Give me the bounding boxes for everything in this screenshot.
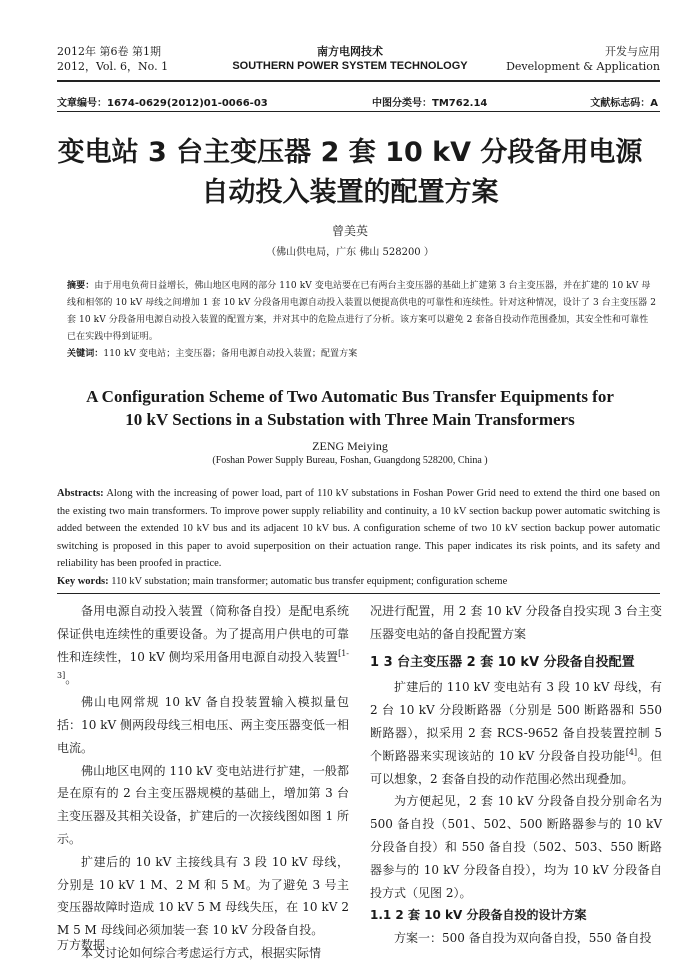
abstract-cn-label: 摘要： [67, 281, 95, 291]
paragraph: 本文讨论如何综合考虑运行方式，根据实际情 [81, 945, 322, 960]
abstract-rule [57, 593, 660, 594]
title-en-line2: 10 kV Sections in a Substation with Three Main Transformers [125, 410, 575, 429]
footer-watermark: 万方数据 [57, 938, 106, 952]
paragraph: 扩建后的 10 kV 主接线具有 3 段 10 kV 母线，分别是 10 kV 1 M、2 M 和 5 M。为了避免 3 号主变压器故障时造成 10 kV 5 M 母线失压，在 10 kV 2 M 5 M 母线间必须加装一套 10 kV 分段备自投。 [57, 854, 349, 938]
affiliation-en: (Foshan Power Supply Bureau, Foshan, Guangdong 528200, China ) [212, 455, 488, 466]
header-rule [57, 80, 660, 82]
keywords-cn-label: 关键词： [67, 349, 104, 359]
abstract-en-label: Abstracts: [57, 488, 104, 499]
section-heading-1: 1 3 台主变压器 2 套 10 kV 分段备自投配置 [370, 654, 635, 670]
text: 。 [65, 672, 78, 687]
paragraph: 佛山地区电网的 110 kV 变电站进行扩建，一般都是在原有的 2 台主变压器规模的基础上，增加第 3 台主变压器及其相关设备，扩建后的一次接线图如图 1 所示。 [57, 763, 349, 846]
document-code: 文献标志码：A [590, 98, 658, 109]
clc-number: 中图分类号：TM762.14 [372, 98, 488, 109]
paragraph [370, 676, 662, 790]
issue-cn: 2012年 第6卷 第1期 [57, 45, 161, 58]
keywords-en: 110 kV substation; main transformer; automatic bus transfer equipment; configuration scheme [108, 575, 508, 587]
text: 扩建后的 110 kV 变电站有 3 段 10 kV 母线，有 2 台 10 kV 分段断路器（分别是 500 断路器和 550 断路器），拟采用 2 套 RCS-9652 备自投装置控制 5 个断路器来实现该站的 10 kV 分段备自投功能 [370, 680, 662, 763]
paragraph: 佛山电网常规 10 kV 备自投装置输入模拟量包括：10 kV 侧两段母线三相电压、两主变压器变低一相电流。 [57, 695, 349, 755]
title-cn-line2: 自动投入装置的配置方案 [201, 177, 499, 208]
article-number: 文章编号：1674-0629(2012)01-0066-03 [57, 98, 268, 109]
section-heading-1-1: 1.1 2 套 10 kV 分段备自投的设计方案 [370, 908, 587, 923]
author-en: ZENG Meiying [312, 439, 388, 453]
paragraph: 为方便起见，2 套 10 kV 分段备自投分别命名为 500 备自投（501、502、500 断路器参与的 10 kV 分段备自投）和 550 备自投（502、503、550 断路器参与的 10 kV 分段备自投），均为 10 kV 分段备自投方式（见图 2）。 [370, 794, 662, 900]
text: 备用电源自动投入装置（简称备自投）是配电系统保证供电连续性的重要设备。为了提高用户供电的可靠性和连续性，10 kV 侧均采用备用电源自动投入装置 [57, 604, 349, 664]
journal-cn: 南方电网技术 [317, 45, 383, 58]
paragraph [57, 600, 349, 691]
title-en-line1: A Configuration Scheme of Two Automatic Bus Transfer Equipments for [86, 387, 614, 406]
abstract-en-text: Along with the increasing of power load, part of 110 kV substations in Foshan Power Grid need to extend the third one based on the existing two main transformers. To improve power supply reliability and continuity, a 10 kV section backup power automatic switching is added between the extended 10 kV bus and its adjacent 10 kV bus. A configuration scheme of two 10 kV section backup power automatic switching is proposed in this paper to avoid superposition on their actuation range. This paper indicates its risk points, and its safety and reliability has been proofed in practice. [57, 488, 660, 570]
journal-en: SOUTHERN POWER SYSTEM TECHNOLOGY [232, 60, 468, 72]
abstract-cn [67, 278, 657, 363]
author-cn: 曾美英 [331, 224, 368, 238]
citation: [1-3] [57, 648, 349, 681]
paragraph: 况进行配置，用 2 套 10 kV 分段备自投实现 3 台主变压器变电站的备自投配置方案 [370, 604, 662, 641]
paragraph: 方案一：500 备自投为双向备自投，550 备自投 [394, 931, 652, 946]
text: 。但可以想象，2 套备自投的动作范围必然出现叠加。 [370, 748, 662, 786]
title-cn-line1: 变电站 3 台主变压器 2 套 10 kV 分段备用电源 [57, 137, 643, 168]
keywords-cn: 110 kV 变电站；主变压器；备用电源自动投入装置；配置方案 [103, 349, 358, 359]
body-right-column [370, 600, 662, 950]
abstract-en [57, 485, 660, 591]
abstract-cn-text: 由于用电负荷日益增长，佛山地区电网的部分 110 kV 变电站要在已有两台主变压器的基础上扩建第 3 台主变压器，并在扩建的 10 kV 母线和相邻的 10 kV 母线之间增加 1 套 10 kV 分段备用电源自动投入装置以便提高供电的可靠性和连续性。针对这种情况，设计了 3 台主变压器 2 套 10 kV 分段备用电源自动投入装置的配置方案，并对其中的危险点进行了分析。该方案可以避免 2 套备自投动作范围叠加，其安全性和可靠性已在实践中得到证明。 [67, 281, 657, 342]
title-en [0, 385, 700, 431]
keywords-en-label: Key words: [57, 575, 109, 587]
issue-en: 2012，Vol. 6，No. 1 [57, 60, 169, 73]
meta-rule [57, 111, 660, 112]
section-info [506, 44, 660, 74]
body-left-column [57, 600, 349, 965]
citation: [4] [625, 747, 638, 757]
affiliation-cn: （佛山供电局，广东 佛山 528200 ） [266, 247, 434, 258]
section-cn: 开发与应用 [605, 45, 660, 58]
section-en: Development & Application [506, 60, 660, 73]
